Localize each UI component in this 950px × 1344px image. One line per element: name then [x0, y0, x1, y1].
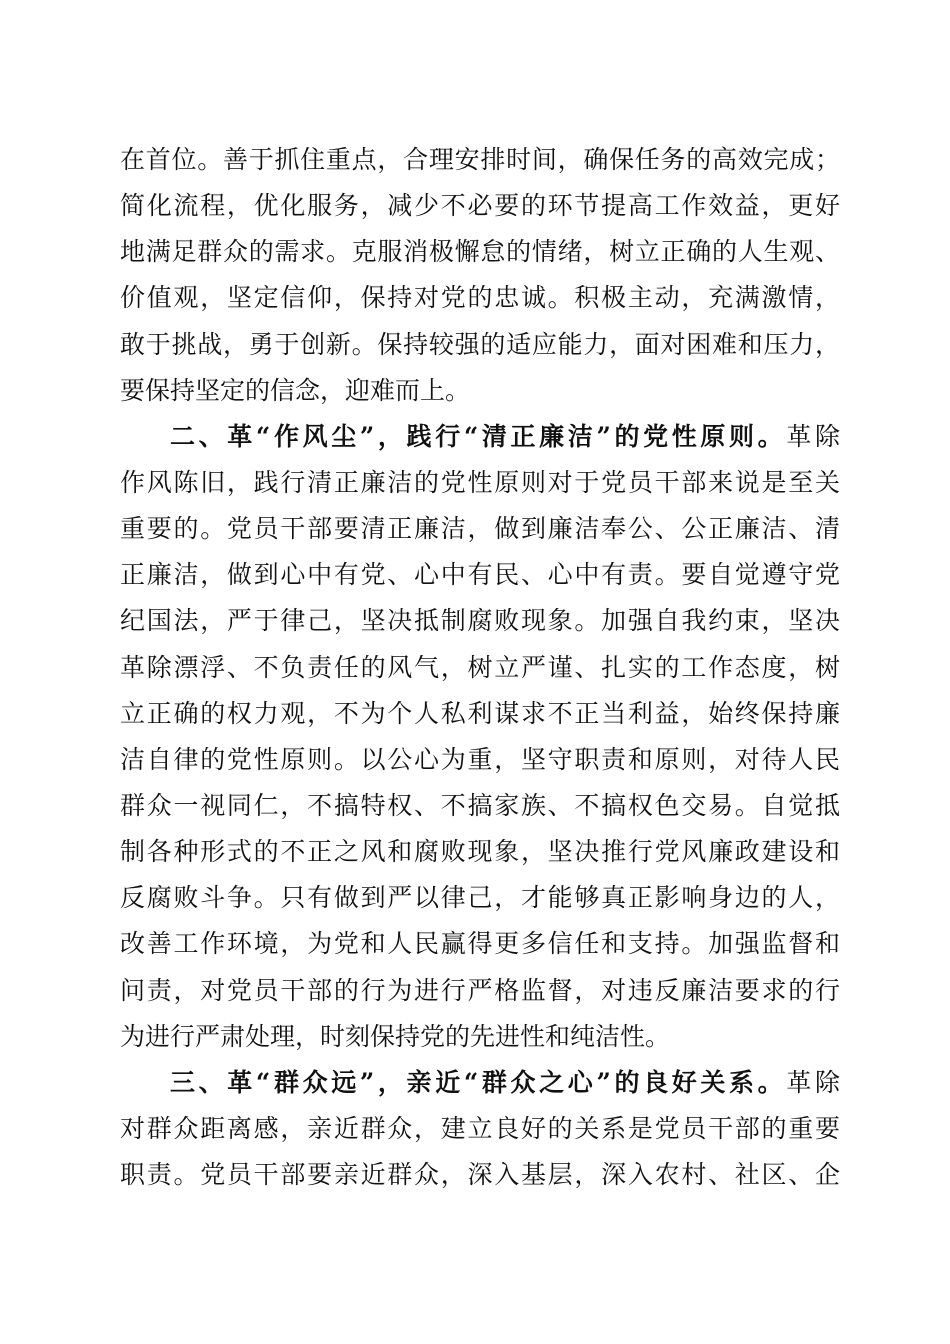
text-line: 改善工作环境，为党和人民赢得更多信任和支持。加强监督和	[120, 929, 840, 959]
text-line: 在首位。善于抓住重点，合理安排时间，确保任务的高效完成；	[120, 145, 840, 174]
text-line: 地满足群众的需求。克服消极懈怠的情绪，树立正确的人生观、	[120, 237, 840, 267]
paragraph-2	[120, 414, 840, 1060]
text-line: 重要的。党员干部要清正廉洁，做到廉洁奉公、公正廉洁、清	[120, 514, 840, 544]
text-line: 纪国法，严于律己，坚决抵制腐败现象。加强自我约束，坚决	[120, 606, 840, 636]
text-run: 革除	[786, 421, 840, 451]
section-heading: 三、革“群众远”，亲近“群众之心”的良好关系。	[170, 1067, 787, 1097]
text-run: 革除	[786, 1067, 840, 1097]
text-line: 价值观，坚定信仰，保持对党的忠诚。积极主动，充满激情，	[120, 283, 840, 313]
text-line: 为进行严肃处理，时刻保持党的先进性和纯洁性。	[120, 1021, 671, 1051]
text-line: 对群众距离感，亲近群众，建立良好的关系是党员干部的重要	[120, 1113, 840, 1143]
section-heading: 二、革“作风尘”，践行“清正廉洁”的党性原则。	[170, 421, 787, 451]
text-line: 敢于挑战，勇于创新。保持较强的适应能力，面对困难和压力，	[120, 329, 840, 359]
paragraph-first-line	[120, 414, 840, 460]
text-line: 革除漂浮、不负责任的风气，树立严谨、扎实的工作态度，树	[120, 652, 840, 682]
text-line: 职责。党员干部要亲近群众，深入基层，深入农村、社区、企	[120, 1160, 840, 1190]
paragraph-first-line	[120, 1060, 840, 1106]
text-line: 问责，对党员干部的行为进行严格监督，对违反廉洁要求的行	[120, 975, 840, 1005]
text-line: 正廉洁，做到心中有党、心中有民、心中有责。要自觉遵守党	[120, 560, 840, 590]
document-body	[120, 137, 840, 1198]
text-line: 洁自律的党性原则。以公心为重，坚守职责和原则，对待人民	[120, 744, 840, 774]
text-line: 群众一视同仁，不搞特权、不搞家族、不搞权色交易。自觉抵	[120, 790, 840, 820]
paragraph-1	[120, 137, 840, 414]
text-line: 要保持坚定的信念，迎难而上。	[120, 375, 471, 405]
text-line: 简化流程，优化服务，减少不必要的环节提高工作效益，更好	[120, 191, 840, 221]
text-line: 作风陈旧，践行清正廉洁的党性原则对于党员干部来说是至关	[120, 467, 840, 497]
text-line: 立正确的权力观，不为个人私利谋求不正当利益，始终保持廉	[120, 698, 840, 728]
paragraph-3	[120, 1060, 840, 1198]
text-line: 制各种形式的不正之风和腐败现象，坚决推行党风廉政建设和	[120, 837, 840, 867]
text-line: 反腐败斗争。只有做到严以律己，才能够真正影响身边的人，	[120, 883, 840, 913]
